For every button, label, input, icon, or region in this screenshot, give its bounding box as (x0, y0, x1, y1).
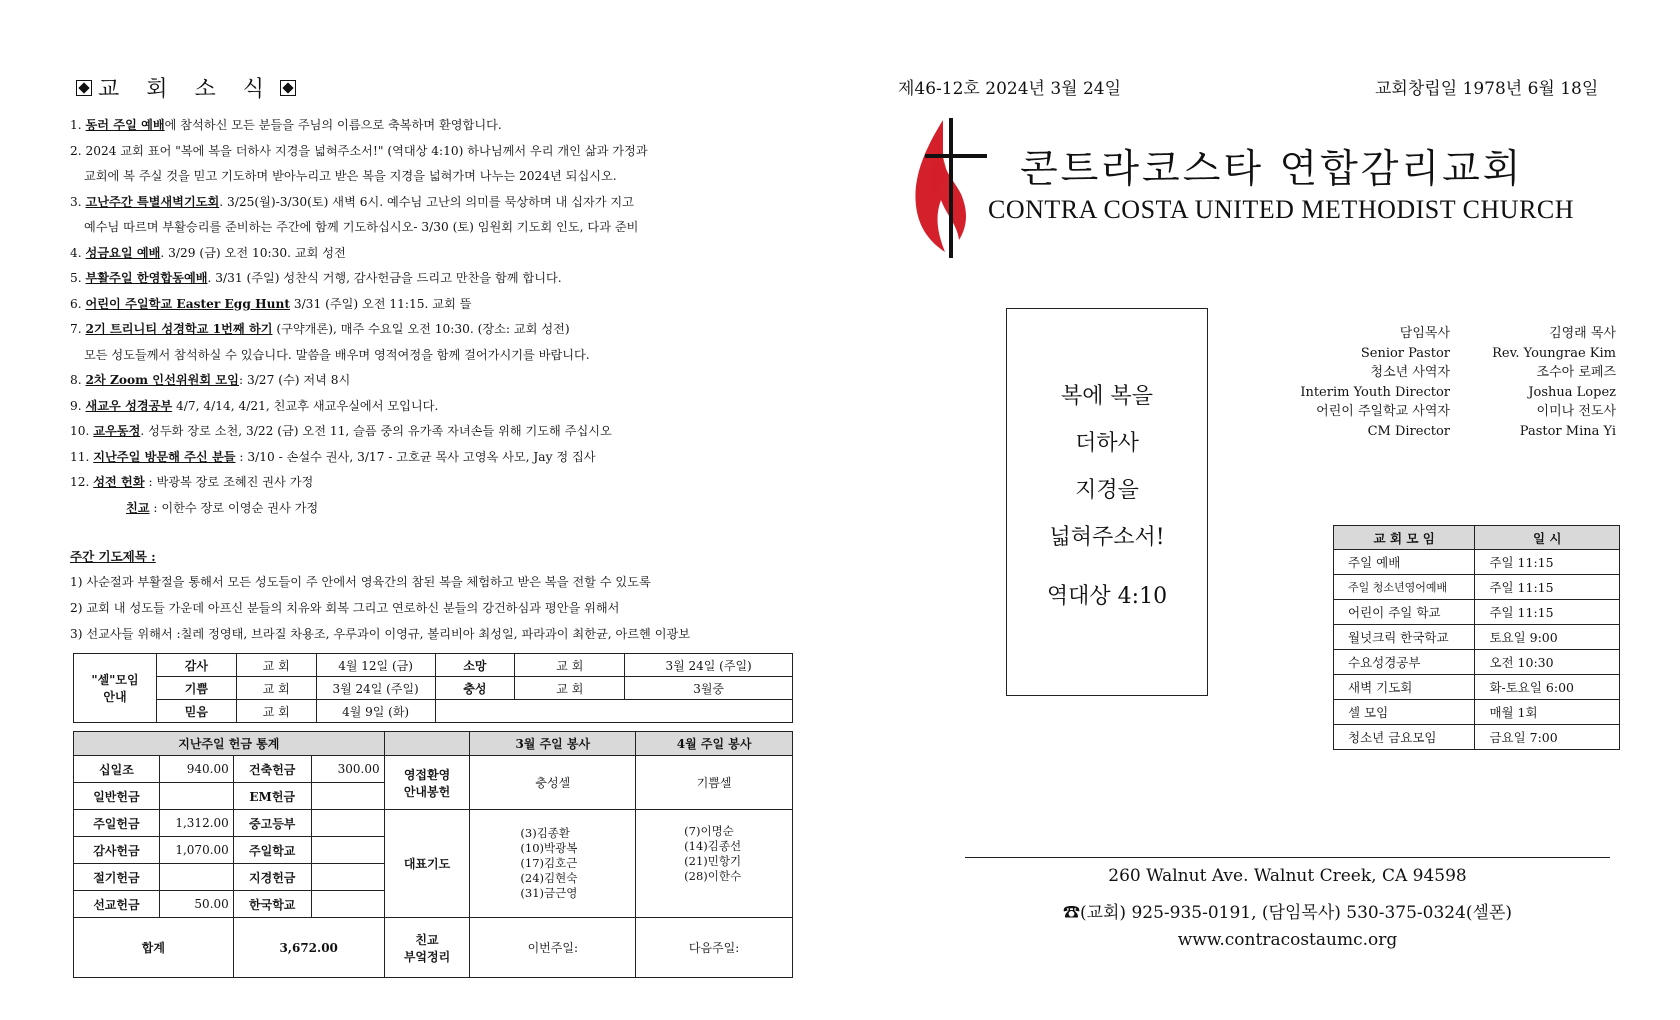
staff-name: 이미나 전도사 (1536, 404, 1616, 419)
table-row (1334, 725, 1620, 750)
news-list (70, 113, 795, 521)
cross-and-flame-logo (903, 112, 993, 262)
table-row (1334, 550, 1620, 575)
cell-place: 교 회 (515, 654, 625, 677)
staff-name: Joshua Lopez (1528, 384, 1616, 400)
staff-role: 청소년 사역자 (1370, 365, 1450, 380)
schedule-time: 토요일 9:00 (1475, 625, 1620, 650)
offering-amount: 1,070.00 (159, 837, 233, 864)
offering-label: 주일학교 (233, 837, 311, 864)
church-phone: ☎(교회) 925-935-0191, (담임목사) 530-375-0324(셀폰) (1062, 903, 1513, 923)
table-row (74, 700, 793, 723)
offering-label: 한국학교 (233, 891, 311, 918)
staff-name: Pastor Mina Yi (1519, 423, 1616, 439)
list-item-continued: 모든 성도들께서 참석하실 수 있습니다. 말씀을 배우며 영적여정을 함께 걸어가시기를 바랍니다. (84, 347, 590, 362)
staff-role: CM Director (1367, 423, 1450, 439)
cell-date: 4월 12일 (금) (316, 654, 435, 677)
offering-label: 지경헌금 (233, 864, 311, 891)
offering-label: 건축헌금 (233, 756, 311, 783)
offering-amount: 1,312.00 (159, 810, 233, 837)
list-item: 2) 교회 내 성도들 가운데 아프신 분들의 치유와 회복 그리고 연로하신 분들의 강건하심과 평안을 위해서 (70, 601, 620, 615)
motto-line: 더하사 (1075, 431, 1139, 456)
cell-group-table (73, 653, 793, 723)
list-item: 5. 부활주일 한영합동예배. 3/31 (주일) 성찬식 거행, 감사헌금을 드리고 만찬을 함께 합니다. (70, 271, 562, 285)
schedule-meeting: 어린이 주일 학교 (1334, 600, 1475, 625)
staff-name: Rev. Youngrae Kim (1492, 345, 1616, 361)
schedule-time: 화-토요일 6:00 (1475, 675, 1620, 700)
cell-name: 충성 (435, 677, 515, 700)
welcome-label: 영접환영 안내봉헌 (384, 756, 470, 810)
schedule-time: 매월 1회 (1475, 700, 1620, 725)
cell-name: 기쁨 (156, 677, 236, 700)
total-label: 합계 (74, 918, 234, 978)
staff-role: 담임목사 (1399, 326, 1450, 341)
cell-date: 3월중 (625, 677, 793, 700)
cell-place: 교 회 (515, 677, 625, 700)
list-item: 11. 지난주일 방문해 주신 분들 : 3/10 - 손설수 권사, 3/17 - 고호균 목사 고영옥 사모, Jay 정 집사 (70, 449, 596, 464)
offering-amount (159, 783, 233, 810)
list-item: 8. 2차 Zoom 인선위원회 모임: 3/27 (수) 저녁 8시 (70, 373, 351, 387)
motto-box (1006, 308, 1208, 696)
offering-amount (311, 891, 384, 918)
cell-name: 믿음 (156, 700, 236, 723)
cell-name: 감사 (156, 654, 236, 677)
offering-amount (311, 864, 384, 891)
offering-label: 주일헌금 (74, 810, 160, 837)
church-name-korean: 콘트라코스타 연합감리교회 (1020, 147, 1524, 192)
table-row (74, 654, 793, 677)
offering-header: 지난주일 헌금 통계 (74, 732, 385, 756)
staff-names (1470, 324, 1616, 441)
offering-label: 일반헌금 (74, 783, 160, 810)
fellowship-this-week: 이번주일: (470, 918, 636, 978)
news-title-text: 교 회 소 식 (98, 77, 274, 102)
news-title (70, 72, 795, 103)
table-row (74, 677, 793, 700)
staff-role: Senior Pastor (1360, 345, 1450, 361)
list-item-continued: 친교 : 이한수 장로 이영순 권사 가정 (126, 500, 319, 515)
offering-amount (311, 810, 384, 837)
prayer-march-list: (3)김종환 (10)박광복 (17)김호근 (24)김현숙 (31)금근영 (470, 810, 636, 918)
offering-amount: 940.00 (159, 756, 233, 783)
diamond-icon (280, 80, 296, 96)
table-row (74, 756, 793, 783)
founded-date: 교회창립일 1978년 6월 18일 (1375, 79, 1599, 99)
schedule-meeting: 셀 모임 (1334, 700, 1475, 725)
offering-amount (311, 783, 384, 810)
table-row (1334, 625, 1620, 650)
table-row (1334, 650, 1620, 675)
list-item: 3. 고난주간 특별새벽기도회. 3/25(월)-3/30(토) 새벽 6시. 예수님 고난의 의미를 묵상하며 내 십자가 지고 (70, 194, 634, 209)
table-row (1334, 526, 1620, 550)
table-row (1334, 675, 1620, 700)
prayer-leader-label: 대표기도 (384, 810, 470, 918)
schedule-time: 금요일 7:00 (1475, 725, 1620, 750)
list-item: 9. 새교우 성경공부 4/7, 4/14, 4/21, 친교후 새교우실에서 모입니다. (70, 398, 439, 413)
schedule-meeting: 주일 청소년영어예배 (1334, 575, 1475, 600)
offering-label: 십일조 (74, 756, 160, 783)
issue-date: 제46-12호 2024년 3월 24일 (898, 79, 1122, 99)
table-row (1334, 600, 1620, 625)
offering-label: 중고등부 (233, 810, 311, 837)
list-item: 10. 교우동정. 성두화 장로 소천, 3/22 (금) 오전 11, 슬픔 중의 유가족 자녀손들 위해 기도해 주십시오 (70, 424, 612, 438)
schedule-meeting: 주일 예배 (1334, 550, 1475, 575)
schedule-time: 오전 10:30 (1475, 650, 1620, 675)
schedule-time: 주일 11:15 (1475, 575, 1620, 600)
divider (965, 857, 1610, 858)
list-item-continued: 예수님 따르며 부활승리를 준비하는 주간에 함께 기도하십시오- 3/30 (토) 임원회 기도회 인도, 다과 준비 (84, 220, 639, 234)
table-row (1334, 700, 1620, 725)
schedule-table (1333, 525, 1620, 750)
table-row (1334, 575, 1620, 600)
list-item: 7. 2기 트리니티 성경학교 1번째 하기 (구약개론), 매주 수요일 오전 10:30. (장소: 교회 성전) (70, 322, 570, 336)
list-item: 12. 성전 헌화 : 박광복 장로 조혜진 권사 가정 (70, 475, 314, 489)
offering-label: 절기헌금 (74, 864, 160, 891)
schedule-time: 주일 11:15 (1475, 550, 1620, 575)
empty-header (384, 732, 470, 756)
schedule-header-meeting: 교 회 모 임 (1334, 526, 1475, 550)
schedule-meeting: 수요성경공부 (1334, 650, 1475, 675)
list-item: 4. 성금요일 예배. 3/29 (금) 오전 10:30. 교회 성전 (70, 245, 346, 260)
motto-reference: 역대상 4:10 (1046, 584, 1168, 609)
schedule-meeting: 월넛크릭 한국학교 (1334, 625, 1475, 650)
cell-date: 3월 24일 (주일) (316, 677, 435, 700)
schedule-header-time: 일 시 (1475, 526, 1620, 550)
april-service-header: 4월 주일 봉사 (636, 732, 793, 756)
table-row (74, 810, 793, 837)
march-service-header: 3월 주일 봉사 (470, 732, 636, 756)
offering-amount (159, 864, 233, 891)
staff-roles (1240, 324, 1450, 441)
schedule-meeting: 청소년 금요모임 (1334, 725, 1475, 750)
list-item-continued: 교회에 복 주실 것을 믿고 기도하며 받아누리고 받은 복을 지경을 넓혀가며 나누는 2024년 되십시오. (84, 169, 617, 183)
welcome-march: 충성셀 (470, 756, 636, 810)
motto-line: 지경을 (1075, 478, 1139, 503)
prayer-list (70, 569, 795, 647)
cell-date: 3월 24일 (주일) (625, 654, 793, 677)
church-address: 260 Walnut Ave. Walnut Creek, CA 94598 (1108, 866, 1467, 886)
empty-cell (435, 700, 793, 723)
fellowship-label: 친교 부엌정리 (384, 918, 470, 978)
motto-line: 넓혀주소서! (1049, 525, 1165, 550)
welcome-april: 기쁨셀 (636, 756, 793, 810)
list-item: 6. 어린이 주일학교 Easter Egg Hunt 3/31 (주일) 오전 11:15. 교회 뜰 (70, 296, 472, 311)
list-item: 1. 동러 주일 예배에 참석하신 모든 분들을 주님의 이름으로 축복하며 환영합니다. (70, 118, 502, 132)
schedule-time: 주일 11:15 (1475, 600, 1620, 625)
list-item: 2. 2024 교회 표어 "복에 복을 더하사 지경을 넓혀주소서!" (역대상 4:10) 하나님께서 우리 개인 삶과 가정과 (70, 143, 648, 158)
offering-amount (311, 837, 384, 864)
fellowship-next-week: 다음주일: (636, 918, 793, 978)
staff-name: 조수아 로페즈 (1536, 365, 1616, 380)
table-row (74, 918, 793, 978)
cell-date: 4월 9일 (화) (316, 700, 435, 723)
staff-role: 어린이 주일학교 사역자 (1316, 404, 1450, 419)
staff-role: Interim Youth Director (1300, 384, 1450, 400)
cell-place: 교 회 (236, 700, 316, 723)
table-row (74, 732, 793, 756)
offering-label: 선교헌금 (74, 891, 160, 918)
cell-place: 교 회 (236, 654, 316, 677)
church-name-english: CONTRA COSTA UNITED METHODIST CHURCH (988, 195, 1575, 224)
diamond-icon (76, 80, 92, 96)
motto-line: 복에 복을 (1060, 384, 1153, 409)
cell-place: 교 회 (236, 677, 316, 700)
church-news-section (70, 72, 795, 647)
schedule-meeting: 새벽 기도회 (1334, 675, 1475, 700)
offering-label: EM헌금 (233, 783, 311, 810)
list-item: 1) 사순절과 부활절을 통해서 모든 성도들이 주 안에서 영육간의 참된 복을 체험하고 받은 복을 전할 수 있도록 (70, 575, 651, 589)
list-item: 3) 선교사들 위해서 :칠레 정영태, 브라질 차용조, 우루과이 이영규, 볼리비아 최성일, 파라과이 최한균, 아르헨 이광보 (70, 627, 691, 641)
offering-amount: 50.00 (159, 891, 233, 918)
offering-amount: 300.00 (311, 756, 384, 783)
cell-group-label: "셀"모임 안내 (74, 654, 157, 723)
prayer-heading: 주간 기도제목 : (70, 549, 156, 564)
staff-name: 김영래 목사 (1549, 326, 1616, 341)
prayer-april-list: (7)이명순 (14)김종선 (21)민항기 (28)이한수 (636, 810, 793, 918)
offering-label: 감사헌금 (74, 837, 160, 864)
total-value: 3,672.00 (233, 918, 384, 978)
cell-name: 소망 (435, 654, 515, 677)
offering-service-table (73, 731, 793, 978)
church-website[interactable]: www.contracostaumc.org (1177, 930, 1398, 950)
